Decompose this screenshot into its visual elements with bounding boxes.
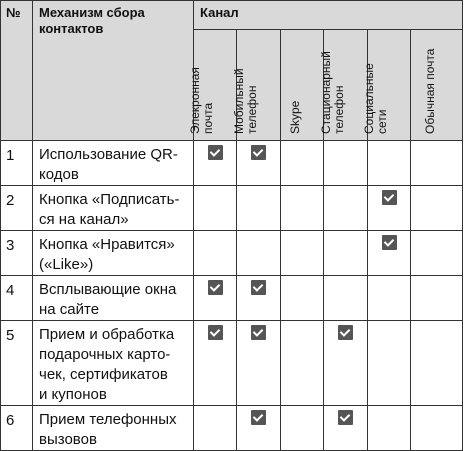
table-row (1, 231, 463, 276)
mark-cell (281, 231, 324, 276)
row-mechanism (33, 406, 194, 451)
mechanism-line: на сайте (39, 301, 100, 318)
mark-cell (194, 231, 237, 276)
row-number: 2 (1, 186, 33, 231)
mark-cell (194, 186, 237, 231)
mark-cell (324, 321, 368, 406)
channel-label (233, 68, 259, 134)
mark-cell (368, 276, 411, 321)
checkbox-checked-icon (251, 145, 266, 160)
mechanism-line: вызовов (39, 431, 97, 448)
mark-cell (237, 406, 281, 451)
mark-cell (281, 276, 324, 321)
mechanism-line: и купонов (39, 386, 107, 403)
header-channel-2 (281, 30, 324, 141)
checkbox-checked-icon (208, 280, 223, 295)
channel-label (363, 63, 389, 134)
row-mechanism (33, 321, 194, 406)
channel-label-line: телефон (244, 85, 259, 134)
mark-cell (194, 141, 237, 186)
mechanism-line: Кнопка «Подписать- (39, 191, 180, 208)
mark-cell (368, 231, 411, 276)
channel-label-line: Элекронная (188, 67, 202, 134)
mark-cell (411, 276, 463, 321)
channel-label-line: сети (375, 109, 389, 134)
mark-cell (237, 141, 281, 186)
mechanism-line: ся на канал» (39, 211, 129, 228)
table-row (1, 141, 463, 186)
mark-cell (237, 186, 281, 231)
mark-cell (281, 321, 324, 406)
mechanism-line: Прием и обработка (39, 326, 175, 343)
row-number: 4 (1, 276, 33, 321)
channel-label-line: Мобильный (231, 68, 246, 134)
mechanism-line: кодов (39, 166, 79, 183)
mark-cell (194, 321, 237, 406)
mark-cell (194, 406, 237, 451)
header-num: № (1, 1, 33, 141)
channel-label-line: Стационарный (318, 51, 333, 134)
mark-cell (368, 141, 411, 186)
channel-label (320, 51, 346, 134)
header-mechanism: Механизм сбора контактов (33, 1, 194, 141)
table-body (1, 141, 463, 451)
mark-cell (237, 321, 281, 406)
mark-cell (194, 276, 237, 321)
checkbox-checked-icon (251, 280, 266, 295)
mark-cell (324, 276, 368, 321)
checkbox-checked-icon (382, 190, 397, 205)
mark-cell (411, 231, 463, 276)
row-number: 6 (1, 406, 33, 451)
mark-cell (281, 186, 324, 231)
row-number: 3 (1, 231, 33, 276)
channel-label (289, 101, 302, 134)
mechanism-line: Прием телефонных (39, 411, 177, 428)
mark-cell (411, 186, 463, 231)
mark-cell (281, 141, 324, 186)
row-number: 1 (1, 141, 33, 186)
channel-label-line: Обычная почта (422, 48, 437, 134)
mechanism-line: Всплывающие окна (39, 281, 177, 298)
row-mechanism (33, 276, 194, 321)
header-channel-0 (188, 30, 237, 141)
mechanism-line: чек, сертификатов (39, 366, 168, 383)
header-channel-3 (318, 30, 368, 141)
mark-cell (411, 406, 463, 451)
mark-cell (411, 321, 463, 406)
channel-label (189, 67, 215, 134)
mark-cell (324, 231, 368, 276)
mark-cell (368, 321, 411, 406)
mechanism-line: Использование QR- (39, 146, 178, 163)
table-row (1, 406, 463, 451)
checkbox-checked-icon (251, 325, 266, 340)
table-row (1, 321, 463, 406)
mechanism-line: («Like») (39, 256, 94, 273)
channel-label (424, 49, 437, 134)
channel-label-line: Социальные (362, 63, 376, 134)
header-channel-4 (362, 30, 411, 141)
table-row (1, 276, 463, 321)
mark-cell (368, 406, 411, 451)
mark-cell (324, 141, 368, 186)
mark-cell (368, 186, 411, 231)
mechanism-line: Кнопка «Нравится» (39, 236, 175, 253)
mark-cell (281, 406, 324, 451)
checkbox-checked-icon (208, 325, 223, 340)
row-mechanism (33, 186, 194, 231)
channel-label-line: телефон (331, 85, 346, 134)
header-channel: Канал (194, 1, 463, 30)
row-number: 5 (1, 321, 33, 406)
row-mechanism (33, 141, 194, 186)
checkbox-checked-icon (208, 145, 223, 160)
mark-cell (324, 406, 368, 451)
channel-label-line: почта (201, 102, 215, 134)
header-channel-1 (231, 30, 281, 141)
checkbox-checked-icon (338, 410, 353, 425)
mechanism-line: подарочных карто- (39, 346, 171, 363)
mark-cell (324, 186, 368, 231)
checkbox-checked-icon (338, 325, 353, 340)
checkbox-checked-icon (382, 235, 397, 250)
mark-cell (411, 141, 463, 186)
row-mechanism (33, 231, 194, 276)
table-row (1, 186, 463, 231)
checkbox-checked-icon (251, 410, 266, 425)
mark-cell (237, 231, 281, 276)
header-channel-5 (411, 30, 463, 141)
channel-label-line: Skype (288, 100, 302, 134)
mark-cell (237, 276, 281, 321)
